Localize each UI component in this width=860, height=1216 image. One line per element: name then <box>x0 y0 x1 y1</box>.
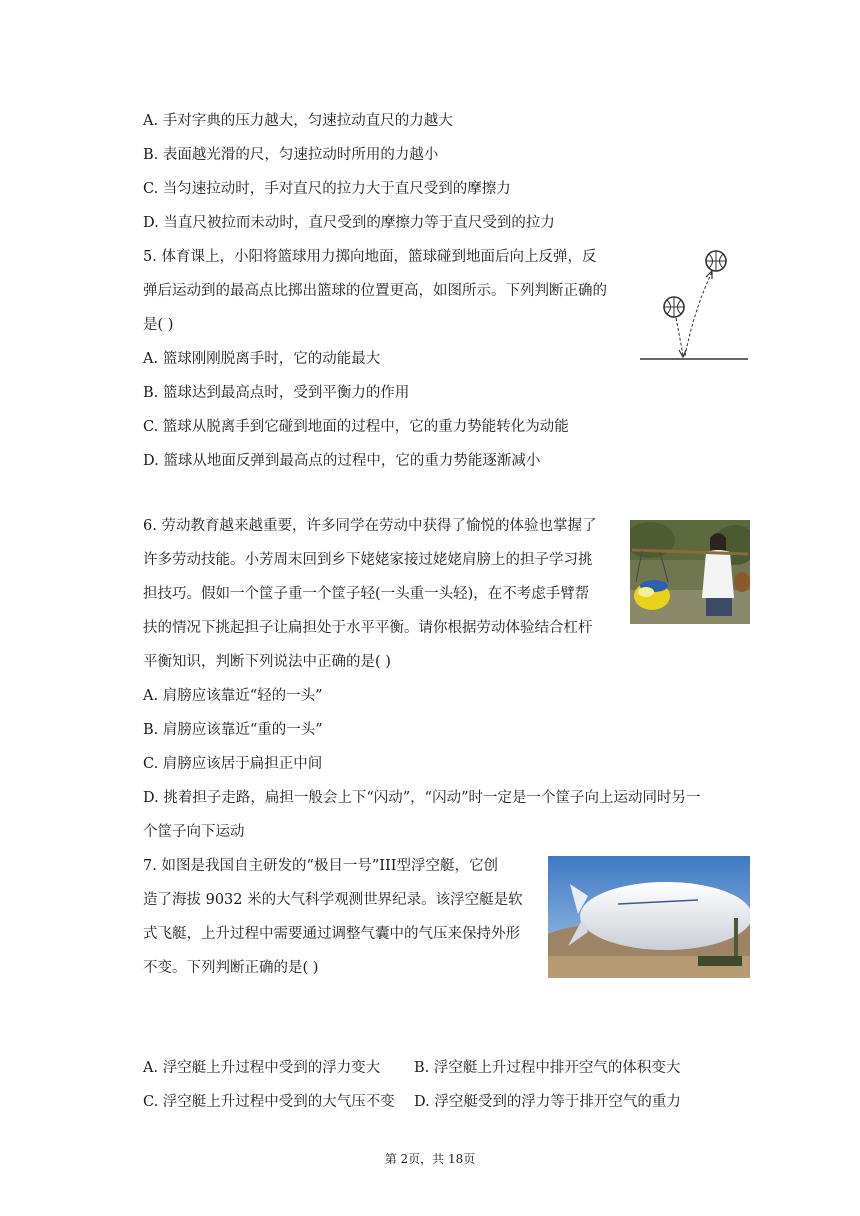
q5-option-b: B. 篮球达到最高点时，受到平衡力的作用 <box>143 385 410 401</box>
q4-option-a: A. 手对字典的压力越大，匀速拉动直尺的力越大 <box>143 113 453 129</box>
q7-stem-line-1: 7. 如图是我国自主研发的“极目一号”III型浮空艇，它创 <box>143 858 498 874</box>
q6-stem-line-5: 平衡知识，判断下列说法中正确的是( ) <box>143 654 391 670</box>
q6-stem-line-2: 许多劳动技能。小芳周末回到乡下姥姥家接过姥姥肩膀上的担子学习挑 <box>143 552 593 568</box>
q7-stem-line-3: 式飞艇，上升过程中需要通过调整气囊中的气压来保持外形 <box>143 926 520 942</box>
q7-option-b: B. 浮空艇上升过程中排开空气的体积变大 <box>414 1060 681 1076</box>
q6-stem-line-4: 扶的情况下挑起担子让扁担处于水平平衡。请你根据劳动体验结合杠杆 <box>143 620 593 636</box>
basketball-peak-icon <box>706 251 726 271</box>
carrying-pole-photo <box>630 520 750 624</box>
q5-option-c: C. 篮球从脱离手到它碰到地面的过程中，它的重力势能转化为动能 <box>143 419 569 435</box>
q6-option-c: C. 肩膀应该居于扁担正中间 <box>143 756 323 772</box>
q5-option-a: A. 篮球刚刚脱离手时，它的动能最大 <box>143 351 381 367</box>
q4-option-b: B. 表面越光滑的尺，匀速拉动时所用的力越小 <box>143 147 439 163</box>
q6-stem-line-1: 6. 劳动教育越来越重要，许多同学在劳动中获得了愉悦的体验也掌握了 <box>143 518 597 534</box>
q5-stem-line-3: 是( ) <box>143 317 174 333</box>
basketball-start-icon <box>664 297 684 317</box>
q5-stem-line-1: 5. 体育课上，小阳将篮球用力掷向地面，篮球碰到地面后向上反弹，反 <box>143 249 597 265</box>
q5-stem-line-2: 弹后运动到的最高点比掷出篮球的位置更高，如图所示。下列判断正确的 <box>143 283 607 299</box>
q7-option-c: C. 浮空艇上升过程中受到的大气压不变 <box>143 1094 395 1110</box>
q6-option-d-line-2: 个筐子向下运动 <box>143 824 245 840</box>
q6-option-b: B. 肩膀应该靠近“重的一头” <box>143 722 323 738</box>
page-number: 第 2页，共 18页 <box>384 1152 476 1166</box>
airship-photo <box>548 856 750 978</box>
q7-option-d: D. 浮空艇受到的浮力等于排开空气的重力 <box>414 1094 681 1110</box>
q6-option-d-line-1: D. 挑着担子走路，扁担一般会上下“闪动”，“闪动”时一定是一个筐子向上运动同时另一 <box>143 790 701 806</box>
q4-option-c: C. 当匀速拉动时，手对直尺的拉力大于直尺受到的摩擦力 <box>143 181 511 197</box>
q7-option-a: A. 浮空艇上升过程中受到的浮力变大 <box>143 1060 381 1076</box>
q6-stem-line-3: 担技巧。假如一个筐子重一个筐子轻(一头重一头轻)，在不考虑手臂帮 <box>143 586 590 602</box>
q7-stem-line-4: 不变。下列判断正确的是( ) <box>143 960 319 976</box>
upward-path <box>685 272 712 356</box>
q4-option-d: D. 当直尺被拉而未动时，直尺受到的摩擦力等于直尺受到的拉力 <box>143 215 555 231</box>
q5-option-d: D. 篮球从地面反弹到最高点的过程中，它的重力势能逐渐减小 <box>143 453 541 469</box>
basketball-bounce-figure <box>636 240 752 366</box>
q6-option-a: A. 肩膀应该靠近“轻的一头” <box>143 688 323 704</box>
q7-stem-line-2: 造了海拔 9032 米的大气科学观测世界纪录。该浮空艇是软 <box>143 892 523 908</box>
